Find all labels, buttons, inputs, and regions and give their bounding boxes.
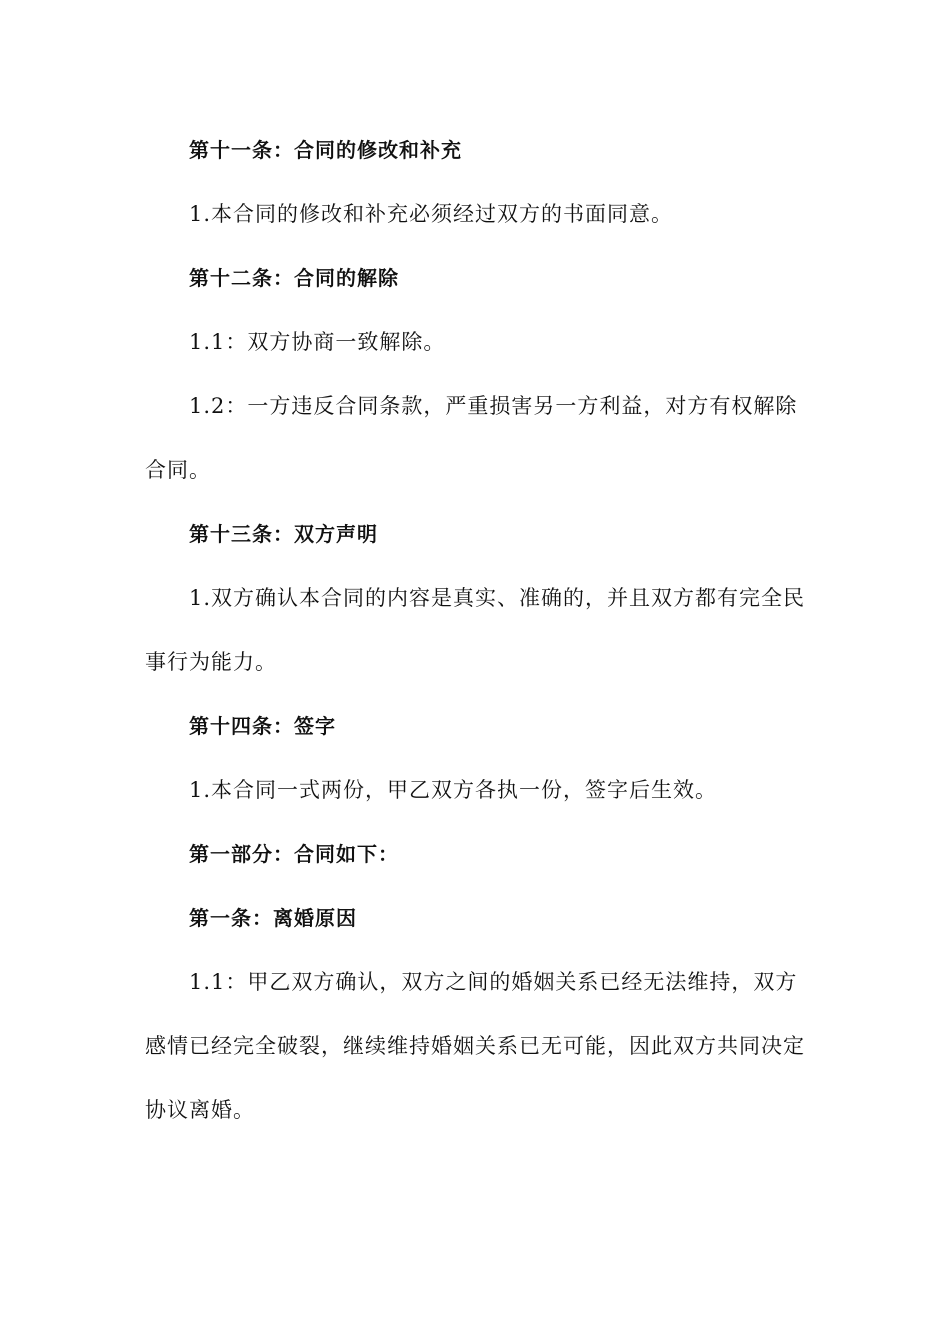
article-13-heading: 第十三条：双方声明 — [189, 522, 378, 546]
article-1-heading: 第一条：离婚原因 — [189, 906, 357, 930]
article-11-clause-1: 1.本合同的修改和补充必须经过双方的书面同意。 — [189, 202, 674, 226]
article-12-heading: 第十二条：合同的解除 — [189, 266, 399, 290]
article-14-heading: 第十四条：签字 — [189, 714, 336, 738]
article-11-heading: 第十一条：合同的修改和补充 — [189, 138, 462, 162]
article-13-clause-1: 1.双方确认本合同的内容是真实、准确的，并且双方都有完全民事行为能力。 — [145, 586, 806, 674]
part-1-heading: 第一部分：合同如下： — [189, 842, 399, 866]
article-12-clause-1-2: 1.2：一方违反合同条款，严重损害另一方利益，对方有权解除合同。 — [145, 394, 798, 482]
article-14-clause-1: 1.本合同一式两份，甲乙双方各执一份，签字后生效。 — [189, 778, 718, 802]
article-12-clause-1-1: 1.1：双方协商一致解除。 — [189, 330, 446, 354]
article-1-clause-1-1: 1.1：甲乙双方确认，双方之间的婚姻关系已经无法维持，双方感情已经完全破裂，继续维持婚姻关系已无可能，因此双方共同决定协议离婚。 — [145, 970, 805, 1122]
document-body — [145, 128, 810, 1152]
